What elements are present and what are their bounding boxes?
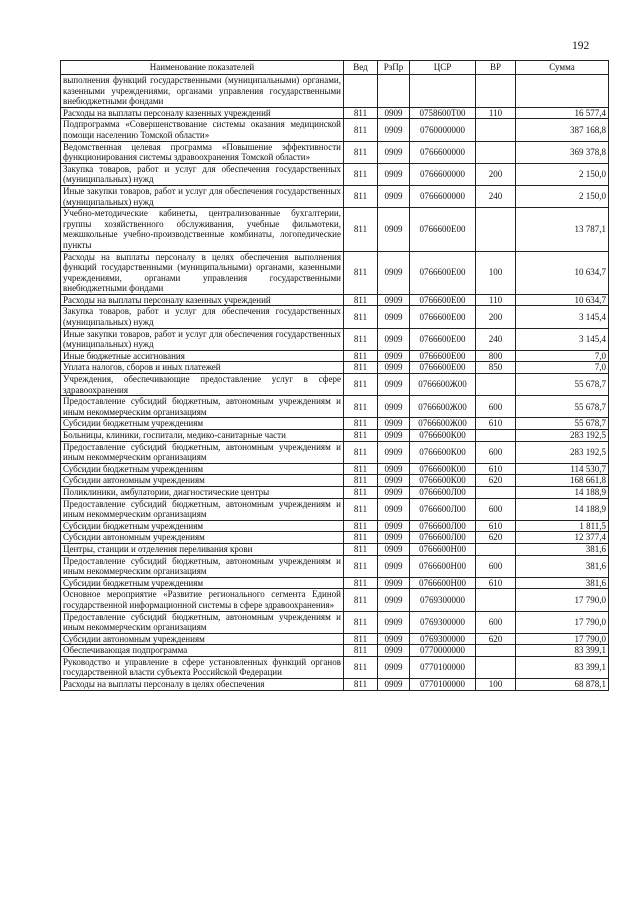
row-rzpr: 0909 (378, 163, 410, 185)
table-row (61, 532, 609, 544)
row-csr: 0766600К00 (410, 463, 476, 475)
row-name: Иные закупки товаров, работ и услуг для обеспечения государственных (муниципальных) нужд (61, 185, 344, 207)
table-row (61, 75, 609, 108)
row-sum: 55 678,7 (516, 374, 609, 396)
row-rzpr: 0909 (378, 656, 410, 678)
row-rzpr: 0909 (378, 645, 410, 657)
row-sum: 283 192,5 (516, 430, 609, 442)
row-ved: 811 (344, 185, 378, 207)
row-ved: 811 (344, 475, 378, 487)
table-row (61, 185, 609, 207)
row-sum: 114 530,7 (516, 463, 609, 475)
row-name: Субсидии автономным учреждениям (61, 475, 344, 487)
row-rzpr: 0909 (378, 430, 410, 442)
row-name: Расходы на выплаты персоналу казенных учреждений (61, 294, 344, 306)
table-row (61, 418, 609, 430)
row-rzpr: 0909 (378, 306, 410, 328)
header-name: Наименование показателей (61, 61, 344, 75)
table-row (61, 555, 609, 577)
row-name: Центры, станции и отделения переливания крови (61, 543, 344, 555)
row-sum: 83 399,1 (516, 645, 609, 657)
row-csr: 0766600Е00 (410, 306, 476, 328)
row-ved: 811 (344, 543, 378, 555)
row-ved: 811 (344, 163, 378, 185)
row-sum: 10 634,7 (516, 294, 609, 306)
row-ved: 811 (344, 141, 378, 163)
row-rzpr: 0909 (378, 185, 410, 207)
row-sum: 16 577,4 (516, 107, 609, 119)
row-sum: 381,6 (516, 577, 609, 589)
row-csr: 0766600Е00 (410, 251, 476, 294)
row-vr: 200 (476, 306, 516, 328)
row-sum: 387 168,8 (516, 119, 609, 141)
row-ved: 811 (344, 520, 378, 532)
row-ved: 811 (344, 350, 378, 362)
table-row (61, 486, 609, 498)
row-rzpr: 0909 (378, 362, 410, 374)
row-name: Подпрограмма «Совершенствование системы оказания медицинской помощи населению Томской области» (61, 119, 344, 141)
row-csr: 0766600К00 (410, 441, 476, 463)
table-row (61, 251, 609, 294)
table-row (61, 498, 609, 520)
row-sum: 55 678,7 (516, 396, 609, 418)
row-vr: 600 (476, 396, 516, 418)
row-sum: 7,0 (516, 362, 609, 374)
row-sum: 10 634,7 (516, 251, 609, 294)
row-vr (476, 486, 516, 498)
table-row (61, 362, 609, 374)
row-sum: 381,6 (516, 543, 609, 555)
row-name: Предоставление субсидий бюджетным, автономным учреждениям и иным некоммерческим организациям (61, 498, 344, 520)
row-csr: 0766600Е00 (410, 294, 476, 306)
row-sum: 17 790,0 (516, 611, 609, 633)
row-sum: 7,0 (516, 350, 609, 362)
row-ved: 811 (344, 611, 378, 633)
row-name: Предоставление субсидий бюджетным, автономным учреждениям и иным некоммерческим организациям (61, 611, 344, 633)
row-sum: 2 150,0 (516, 163, 609, 185)
row-vr: 610 (476, 520, 516, 532)
row-ved (344, 75, 378, 108)
row-vr (476, 543, 516, 555)
row-csr: 0760000000 (410, 119, 476, 141)
row-csr: 0766600000 (410, 185, 476, 207)
row-ved: 811 (344, 589, 378, 611)
row-name: Руководство и управление в сфере установленных функций органов государственной власти субъекта Российской Федерации (61, 656, 344, 678)
table-row (61, 208, 609, 251)
table-row (61, 656, 609, 678)
table-row (61, 577, 609, 589)
row-sum (516, 75, 609, 108)
row-rzpr: 0909 (378, 441, 410, 463)
table-row (61, 430, 609, 442)
row-sum: 14 188,9 (516, 486, 609, 498)
row-name: Иные бюджетные ассигнования (61, 350, 344, 362)
row-csr: 0769300000 (410, 589, 476, 611)
row-csr: 0766600К00 (410, 475, 476, 487)
row-csr (410, 75, 476, 108)
row-csr: 0766600Л00 (410, 520, 476, 532)
row-csr: 0766600Е00 (410, 362, 476, 374)
row-rzpr: 0909 (378, 350, 410, 362)
row-sum: 83 399,1 (516, 656, 609, 678)
row-rzpr: 0909 (378, 577, 410, 589)
row-ved: 811 (344, 656, 378, 678)
page-number: 192 (572, 40, 590, 52)
row-ved: 811 (344, 645, 378, 657)
row-csr: 0766600К00 (410, 430, 476, 442)
header-rzpr: РзПр (378, 61, 410, 75)
row-csr: 0770100000 (410, 679, 476, 691)
row-rzpr: 0909 (378, 679, 410, 691)
row-sum: 55 678,7 (516, 418, 609, 430)
row-name: Учебно-методические кабинеты, централизованные бухгалтерии, группы хозяйственного обслуживания, учебные фильмотеки, межшкольные учебно-производственные комбинаты, логопедические пункты (61, 208, 344, 251)
row-ved: 811 (344, 430, 378, 442)
row-sum: 3 145,4 (516, 306, 609, 328)
row-name: Предоставление субсидий бюджетным, автономным учреждениям и иным некоммерческим организациям (61, 396, 344, 418)
row-csr: 0766600Е00 (410, 350, 476, 362)
row-ved: 811 (344, 577, 378, 589)
row-vr: 850 (476, 362, 516, 374)
row-ved: 811 (344, 119, 378, 141)
row-sum: 17 790,0 (516, 589, 609, 611)
table-row (61, 679, 609, 691)
row-vr: 600 (476, 555, 516, 577)
header-csr: ЦСР (410, 61, 476, 75)
row-ved: 811 (344, 107, 378, 119)
row-csr: 0766600Н00 (410, 543, 476, 555)
row-name: Расходы на выплаты персоналу казенных учреждений (61, 107, 344, 119)
row-csr: 0770000000 (410, 645, 476, 657)
row-ved: 811 (344, 396, 378, 418)
row-vr: 620 (476, 475, 516, 487)
row-name: Ведомственная целевая программа «Повышение эффективности функционирования системы здравоохранения Томской области» (61, 141, 344, 163)
row-name: Расходы на выплаты персоналу в целях обеспечения (61, 679, 344, 691)
row-name: Субсидии бюджетным учреждениям (61, 418, 344, 430)
row-name: Субсидии автономным учреждениям (61, 633, 344, 645)
row-ved: 811 (344, 486, 378, 498)
table-row (61, 328, 609, 350)
row-ved: 811 (344, 294, 378, 306)
row-ved: 811 (344, 498, 378, 520)
row-rzpr: 0909 (378, 107, 410, 119)
table-row (61, 475, 609, 487)
header-vr: ВР (476, 61, 516, 75)
row-sum: 12 377,4 (516, 532, 609, 544)
row-rzpr: 0909 (378, 208, 410, 251)
row-name: Субсидии бюджетным учреждениям (61, 577, 344, 589)
row-sum: 381,6 (516, 555, 609, 577)
row-csr: 0766600Л00 (410, 486, 476, 498)
row-name: Субсидии бюджетным учреждениям (61, 520, 344, 532)
row-sum: 13 787,1 (516, 208, 609, 251)
row-vr (476, 430, 516, 442)
row-csr: 0766600Н00 (410, 555, 476, 577)
row-vr (476, 374, 516, 396)
table-row (61, 396, 609, 418)
row-rzpr: 0909 (378, 251, 410, 294)
row-csr: 0770100000 (410, 656, 476, 678)
row-rzpr: 0909 (378, 611, 410, 633)
row-sum: 369 378,8 (516, 141, 609, 163)
row-rzpr: 0909 (378, 294, 410, 306)
row-name: Больницы, клиники, госпитали, медико-санитарные части (61, 430, 344, 442)
row-csr: 0766600Н00 (410, 577, 476, 589)
row-vr: 100 (476, 251, 516, 294)
budget-table (60, 60, 609, 691)
row-vr: 600 (476, 441, 516, 463)
row-vr: 610 (476, 463, 516, 475)
row-rzpr: 0909 (378, 498, 410, 520)
row-vr: 240 (476, 328, 516, 350)
row-name: Учреждения, обеспечивающие предоставление услуг в сфере здравоохранения (61, 374, 344, 396)
row-vr: 800 (476, 350, 516, 362)
row-ved: 811 (344, 463, 378, 475)
row-name: Закупка товаров, работ и услуг для обеспечения государственных (муниципальных) нужд (61, 163, 344, 185)
row-rzpr: 0909 (378, 486, 410, 498)
header-ved: Вед (344, 61, 378, 75)
row-sum: 3 145,4 (516, 328, 609, 350)
row-ved: 811 (344, 441, 378, 463)
row-name: Субсидии автономным учреждениям (61, 532, 344, 544)
row-rzpr: 0909 (378, 463, 410, 475)
header-sum: Сумма (516, 61, 609, 75)
row-vr (476, 208, 516, 251)
row-name: Закупка товаров, работ и услуг для обеспечения государственных (муниципальных) нужд (61, 306, 344, 328)
row-csr: 0766600Л00 (410, 498, 476, 520)
row-rzpr: 0909 (378, 633, 410, 645)
row-rzpr: 0909 (378, 119, 410, 141)
row-rzpr: 0909 (378, 328, 410, 350)
row-ved: 811 (344, 374, 378, 396)
row-csr: 0766600Ж00 (410, 374, 476, 396)
row-vr (476, 589, 516, 611)
row-csr: 0766600Е00 (410, 328, 476, 350)
row-ved: 811 (344, 208, 378, 251)
row-rzpr: 0909 (378, 396, 410, 418)
row-vr: 200 (476, 163, 516, 185)
row-rzpr: 0909 (378, 543, 410, 555)
row-csr: 0758600Т00 (410, 107, 476, 119)
row-rzpr (378, 75, 410, 108)
table-row (61, 645, 609, 657)
row-rzpr: 0909 (378, 555, 410, 577)
table-row (61, 589, 609, 611)
row-ved: 811 (344, 328, 378, 350)
table-row (61, 633, 609, 645)
table-row (61, 306, 609, 328)
row-rzpr: 0909 (378, 418, 410, 430)
row-sum: 2 150,0 (516, 185, 609, 207)
row-vr (476, 141, 516, 163)
row-name: Основное мероприятие «Развитие регионального сегмента Единой государственной информационной системы в сфере здравоохранения» (61, 589, 344, 611)
row-csr: 0769300000 (410, 611, 476, 633)
row-sum: 14 188,9 (516, 498, 609, 520)
table-row (61, 119, 609, 141)
table-body (61, 75, 609, 691)
row-vr (476, 656, 516, 678)
row-csr: 0766600Ж00 (410, 418, 476, 430)
row-vr (476, 75, 516, 108)
table-row (61, 294, 609, 306)
table-row (61, 611, 609, 633)
table-row (61, 141, 609, 163)
table-row (61, 350, 609, 362)
row-csr: 0766600000 (410, 163, 476, 185)
row-name: Обеспечивающая подпрограмма (61, 645, 344, 657)
row-rzpr: 0909 (378, 589, 410, 611)
row-ved: 811 (344, 555, 378, 577)
row-vr: 110 (476, 294, 516, 306)
row-ved: 811 (344, 532, 378, 544)
row-rzpr: 0909 (378, 475, 410, 487)
row-name: выполнения функций государственными (муниципальными) органами, казенными учреждениями, органами управления государственными внебюджетными фондами (61, 75, 344, 108)
row-rzpr: 0909 (378, 374, 410, 396)
row-ved: 811 (344, 418, 378, 430)
row-csr: 0769300000 (410, 633, 476, 645)
row-sum: 283 192,5 (516, 441, 609, 463)
row-name: Предоставление субсидий бюджетным, автономным учреждениям и иным некоммерческим организациям (61, 555, 344, 577)
row-vr: 620 (476, 633, 516, 645)
row-vr: 600 (476, 498, 516, 520)
table-row (61, 107, 609, 119)
row-vr: 240 (476, 185, 516, 207)
row-name: Субсидии бюджетным учреждениям (61, 463, 344, 475)
row-sum: 17 790,0 (516, 633, 609, 645)
row-csr: 0766600Ж00 (410, 396, 476, 418)
row-vr: 620 (476, 532, 516, 544)
row-csr: 0766600Е00 (410, 208, 476, 251)
row-sum: 1 811,5 (516, 520, 609, 532)
table-row (61, 374, 609, 396)
table-row (61, 163, 609, 185)
row-name: Поликлиники, амбулатории, диагностические центры (61, 486, 344, 498)
row-sum: 168 661,8 (516, 475, 609, 487)
row-rzpr: 0909 (378, 520, 410, 532)
row-name: Предоставление субсидий бюджетным, автономным учреждениям и иным некоммерческим организациям (61, 441, 344, 463)
row-csr: 0766600000 (410, 141, 476, 163)
table-row (61, 441, 609, 463)
row-vr (476, 645, 516, 657)
row-rzpr: 0909 (378, 532, 410, 544)
row-name: Иные закупки товаров, работ и услуг для обеспечения государственных (муниципальных) нужд (61, 328, 344, 350)
row-csr: 0766600Л00 (410, 532, 476, 544)
table-row (61, 463, 609, 475)
row-vr: 610 (476, 577, 516, 589)
row-rzpr: 0909 (378, 141, 410, 163)
table-row (61, 520, 609, 532)
row-ved: 811 (344, 306, 378, 328)
table-header-row (61, 61, 609, 75)
row-vr: 600 (476, 611, 516, 633)
row-ved: 811 (344, 251, 378, 294)
row-ved: 811 (344, 679, 378, 691)
row-vr: 610 (476, 418, 516, 430)
row-ved: 811 (344, 633, 378, 645)
row-vr (476, 119, 516, 141)
row-sum: 68 878,1 (516, 679, 609, 691)
row-vr: 100 (476, 679, 516, 691)
row-name: Расходы на выплаты персоналу в целях обеспечения выполнения функций государственными (муниципальными) органами, казенными учреждениями, органами управления государственными внебюджетными фондами (61, 251, 344, 294)
row-ved: 811 (344, 362, 378, 374)
table-row (61, 543, 609, 555)
row-vr: 110 (476, 107, 516, 119)
row-name: Уплата налогов, сборов и иных платежей (61, 362, 344, 374)
